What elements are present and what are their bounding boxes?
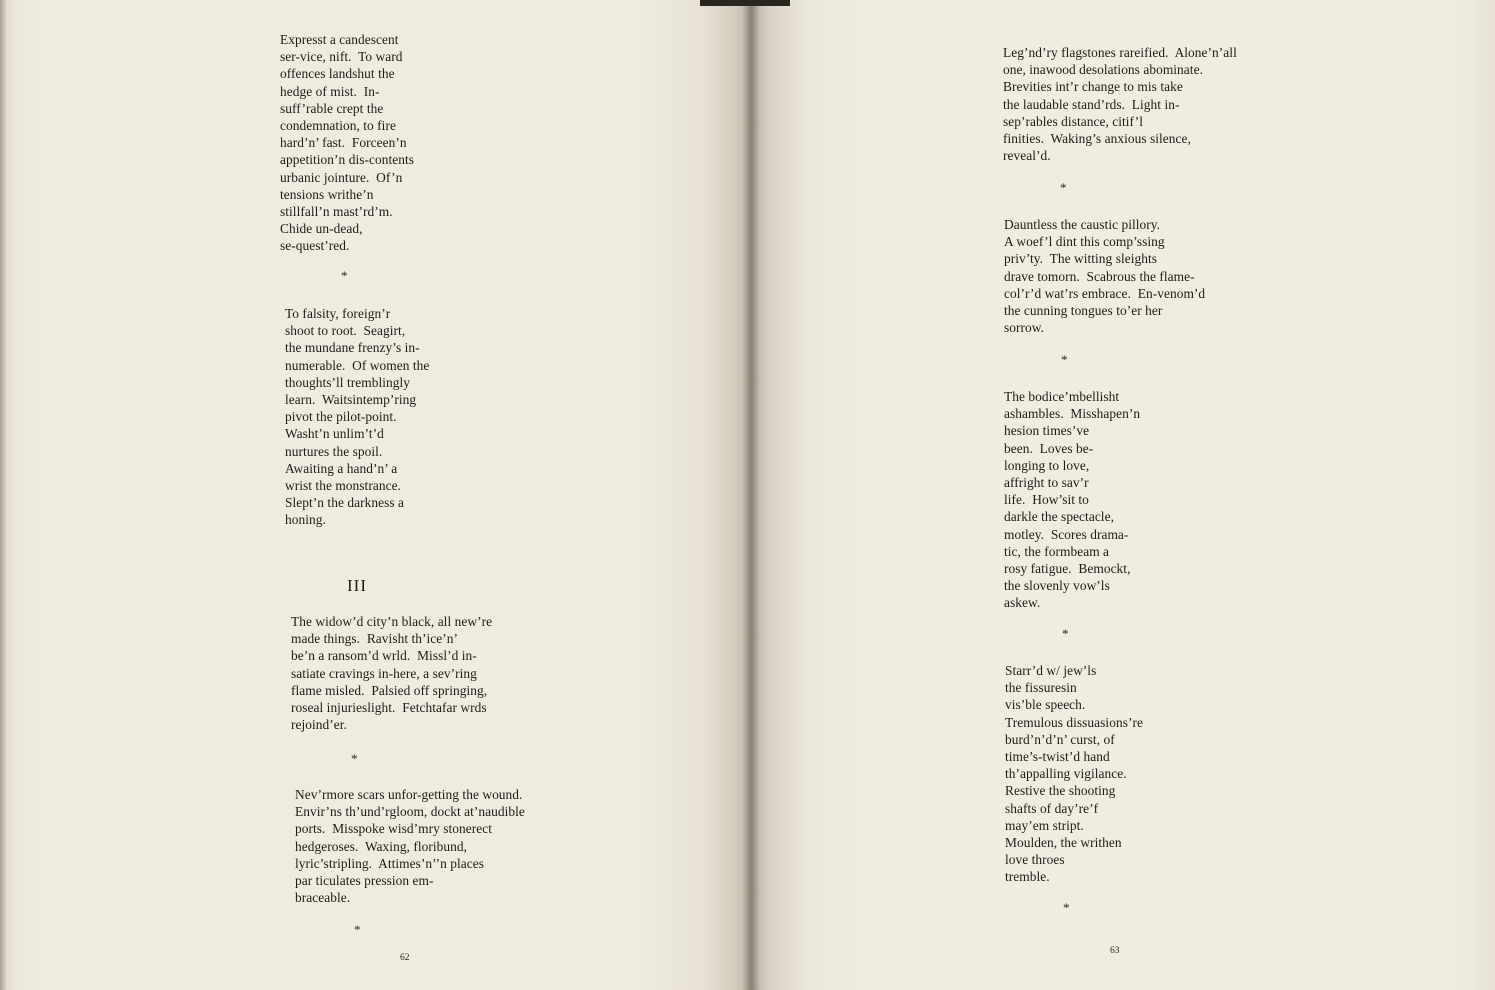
- right-page: [752, 0, 1495, 990]
- separator-star: *: [351, 751, 358, 766]
- left-stanza-4: Nev’rmore scars unfor-getting the wound. Envir’ns th’und’rgloom, dockt at’naudible ports. Misspoke wisd’mry stonerect hedgeroses. Waxing, floribund, lyric’stripling. Attimes’n’’n places par ticulates pression em- braceable.: [295, 787, 525, 906]
- binding-shadow: [700, 0, 790, 6]
- page-number-right: 63: [1110, 946, 1120, 956]
- section-heading: III: [347, 576, 367, 595]
- separator-star: *: [1062, 626, 1069, 641]
- right-stanza-1: Leg’nd’ry flagstones rareified. Alone’n’all one, inawood desolations abominate. Brevities int’r change to mis take the laudable stand’rds. Light in- sep’rables distance, citif’l finities. Waking’s anxious silence, reveal’d.: [1003, 45, 1237, 164]
- right-stanza-2: Dauntless the caustic pillory. A woef’l dint this comp’ssing priv’ty. The witting sleights drave tomorn. Scabrous the flame- col’r’d wat’rs embrace. En-venom’d the cunning tongues to’er her sorrow.: [1004, 217, 1206, 336]
- left-stanza-2: To falsity, foreign’r shoot to root. Seagirt, the mundane frenzy’s in- numerable. Of women the thoughts’ll tremblingly learn. Waitsintemp’ring pivot the pilot-point. Washt’n unlim’t’d nurtures the spoil. Awaiting a hand’n’ a wrist the monstrance. Slept’n the darkness a honing.: [285, 306, 430, 528]
- separator-star: *: [1061, 352, 1068, 367]
- separator-star: *: [1063, 900, 1070, 915]
- left-stanza-1: Expresst a candescent ser-vice, nift. To ward offences landshut the hedge of mist. In- suff’rable crept the condemnation, to fire hard’n’ fast. Forceen’n appetition’n dis-contents urbanic jointure. Of’n tensions writhe’n stillfall’n mast’rd’m. Chide un-dead, se-quest’red.: [280, 32, 415, 254]
- separator-star: *: [1060, 180, 1067, 195]
- page-edge: [0, 0, 6, 990]
- page-number-left: 62: [400, 953, 410, 963]
- spine-gutter: [742, 0, 760, 990]
- separator-star: *: [354, 922, 361, 937]
- right-stanza-4: Starr’d w/ jew’ls the fissuresin vis’ble speech. Tremulous dissuasions’re burd’n’d’n’ curst, of time’s-twist’d hand th’appalling vigilance. Restive the shooting shafts of day’re’f may’em stript. Moulden, the writhen love throes tremble.: [1005, 663, 1143, 885]
- separator-star: *: [341, 268, 348, 283]
- right-stanza-3: The bodice’mbellisht ashambles. Misshapen’n hesion times’ve been. Loves be- longing to love, affright to sav’r life. How’sit to darkle the spectacle, motley. Scores drama- tic, the formbeam a rosy fatigue. Bemockt, the slovenly vow’ls askew.: [1004, 389, 1141, 611]
- left-stanza-3: The widow’d city’n black, all new’re made things. Ravisht th’ice’n’ be’n a ransom’d wrld. Missl’d in- satiate cravings in-here, a sev’ring flame misled. Palsied off springing, roseal injurieslight. Fetchtafar wrds rejoind’er.: [291, 614, 493, 733]
